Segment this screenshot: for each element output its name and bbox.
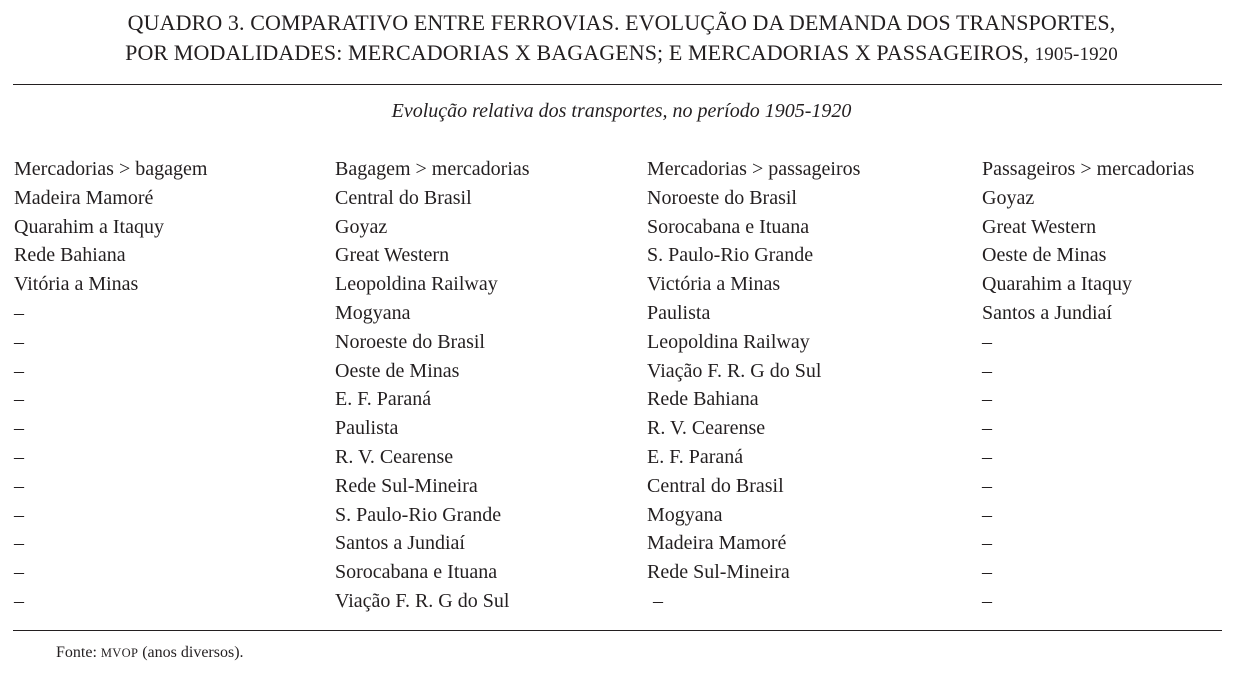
table-cell: Central do Brasil: [335, 186, 472, 209]
table-cell: Rede Sul-Mineira: [335, 474, 478, 497]
column-mercadorias-passageiros: [647, 155, 860, 616]
table-cell: Goyaz: [982, 186, 1035, 209]
table-cell: Rede Bahiana: [14, 244, 126, 267]
table-cell: –: [14, 532, 24, 555]
table-cell: –: [982, 532, 992, 555]
table-cell: –: [14, 474, 24, 497]
bottom-rule: [13, 630, 1222, 631]
table-cell: Noroeste do Brasil: [647, 186, 797, 209]
column-header: Mercadorias > passageiros: [647, 158, 861, 180]
column-header: Mercadorias > bagagem: [14, 158, 208, 180]
title-line-2: [0, 38, 1243, 70]
column-mercadorias-bagagem: [14, 155, 207, 616]
table-cell: Oeste de Minas: [982, 244, 1107, 267]
table-cell: –: [982, 417, 992, 440]
table-cell: S. Paulo-Rio Grande: [335, 503, 502, 526]
column-passageiros-mercadorias: [982, 155, 1194, 616]
table-cell: Paulista: [647, 301, 711, 324]
table-cell: Quarahim a Itaquy: [14, 215, 164, 238]
table-cell: –: [14, 417, 24, 440]
table-cell: –: [14, 388, 24, 411]
table-cell: Oeste de Minas: [335, 359, 460, 382]
table-cell: Vitória a Minas: [14, 273, 139, 296]
table-cell: Sorocabana e Ituana: [647, 215, 810, 238]
table-cell: –: [653, 589, 663, 612]
source-agency: MVOP: [100, 646, 139, 660]
title-line-1: QUADRO 3. COMPARATIVO ENTRE FERROVIAS. EVOLUÇÃO DA DEMANDA DOS TRANSPORTES,: [127, 10, 1116, 35]
comparison-table: [0, 155, 1243, 615]
table-cell: Mogyana: [335, 301, 411, 324]
table-cell: E. F. Paraná: [335, 388, 432, 411]
source-note: [56, 641, 244, 665]
table-cell: Great Western: [982, 215, 1097, 238]
table-cell: Quarahim a Itaquy: [982, 273, 1132, 296]
table-cell: E. F. Paraná: [647, 445, 744, 468]
column-header: Bagagem > mercadorias: [335, 158, 530, 180]
column-header: Passageiros > mercadorias: [982, 158, 1195, 180]
table-cell: Leopoldina Railway: [335, 273, 498, 296]
table-cell: Victória a Minas: [647, 273, 781, 296]
table-cell: Leopoldina Railway: [647, 330, 810, 353]
table-cell: –: [982, 359, 992, 382]
table-cell: Noroeste do Brasil: [335, 330, 485, 353]
table-cell: Rede Bahiana: [647, 388, 759, 411]
table-cell: Great Western: [335, 244, 450, 267]
table-cell: R. V. Cearense: [647, 417, 766, 440]
table-cell: Rede Sul-Mineira: [647, 561, 790, 584]
table-cell: –: [982, 330, 992, 353]
title-years: 1905-1920: [1034, 44, 1118, 65]
column-bagagem-mercadorias: [335, 155, 530, 616]
table-cell: –: [982, 388, 992, 411]
table-cell: Madeira Mamoré: [14, 186, 154, 209]
table-cell: –: [982, 474, 992, 497]
table-cell: Viação F. R. G do Sul: [647, 359, 822, 382]
table-cell: Viação F. R. G do Sul: [335, 589, 510, 612]
table-cell: –: [982, 561, 992, 584]
title-line-2-text: POR MODALIDADES: MERCADORIAS X BAGAGENS; E MERCADORIAS X PASSAGEIROS,: [125, 40, 1030, 65]
table-cell: –: [982, 503, 992, 526]
table-cell: –: [14, 359, 24, 382]
table-cell: –: [14, 330, 24, 353]
table-cell: –: [14, 301, 24, 324]
table-cell: Central do Brasil: [647, 474, 784, 497]
table-cell: Mogyana: [647, 503, 723, 526]
source-prefix: Fonte:: [56, 644, 101, 661]
source-suffix: (anos diversos).: [138, 644, 244, 661]
table-cell: Sorocabana e Ituana: [335, 561, 498, 584]
table-cell: S. Paulo-Rio Grande: [647, 244, 814, 267]
table-cell: –: [14, 561, 24, 584]
table-cell: Santos a Jundiaí: [335, 532, 465, 555]
table-cell: –: [14, 503, 24, 526]
top-rule: [13, 84, 1222, 85]
table-cell: –: [14, 445, 24, 468]
table-cell: Madeira Mamoré: [647, 532, 787, 555]
table-cell: –: [982, 445, 992, 468]
table-subtitle: Evolução relativa dos transportes, no período 1905-1920: [391, 100, 852, 122]
table-cell: Goyaz: [335, 215, 388, 238]
table-cell: Santos a Jundiaí: [982, 301, 1112, 324]
table-cell: R. V. Cearense: [335, 445, 454, 468]
table-title: [0, 8, 1243, 70]
table-cell: –: [14, 589, 24, 612]
table-cell: –: [982, 589, 992, 612]
table-cell: Paulista: [335, 417, 399, 440]
